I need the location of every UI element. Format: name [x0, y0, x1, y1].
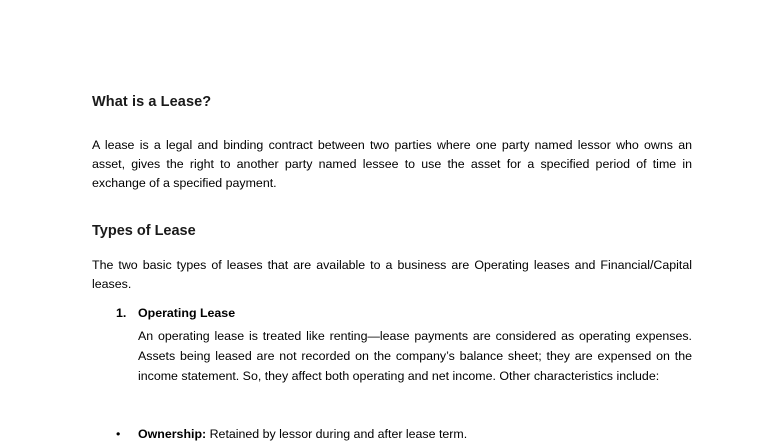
heading-what-is-a-lease: What is a Lease?	[92, 94, 212, 110]
bullet-item-ownership	[138, 427, 467, 441]
list-item-body-operating-lease: An operating lease is treated like renting—lease payments are considered as operating expenses. Assets being leased are not recorded on the company’s balance sheet; they are expensed on the income statement. So, they affect both operating and net income. Other characteristics include:	[138, 329, 692, 383]
heading-types-of-lease: Types of Lease	[92, 223, 196, 239]
paragraph-lease-definition: A lease is a legal and binding contract between two parties where one party named lessor who owns an asset, gives the right to another party named lessee to use the asset for a specified period of time in exchange of a specified payment.	[92, 138, 692, 190]
paragraph-lease-types: The two basic types of leases that are available to a business are Operating leases and Financial/Capital leases.	[92, 258, 692, 291]
bullet-text: Retained by lessor during and after lease term.	[206, 427, 468, 441]
bullet-icon: •	[116, 427, 121, 441]
list-number: 1.	[116, 306, 127, 320]
list-item-title-operating-lease: Operating Lease	[138, 306, 236, 320]
bullet-label: Ownership:	[138, 427, 207, 441]
